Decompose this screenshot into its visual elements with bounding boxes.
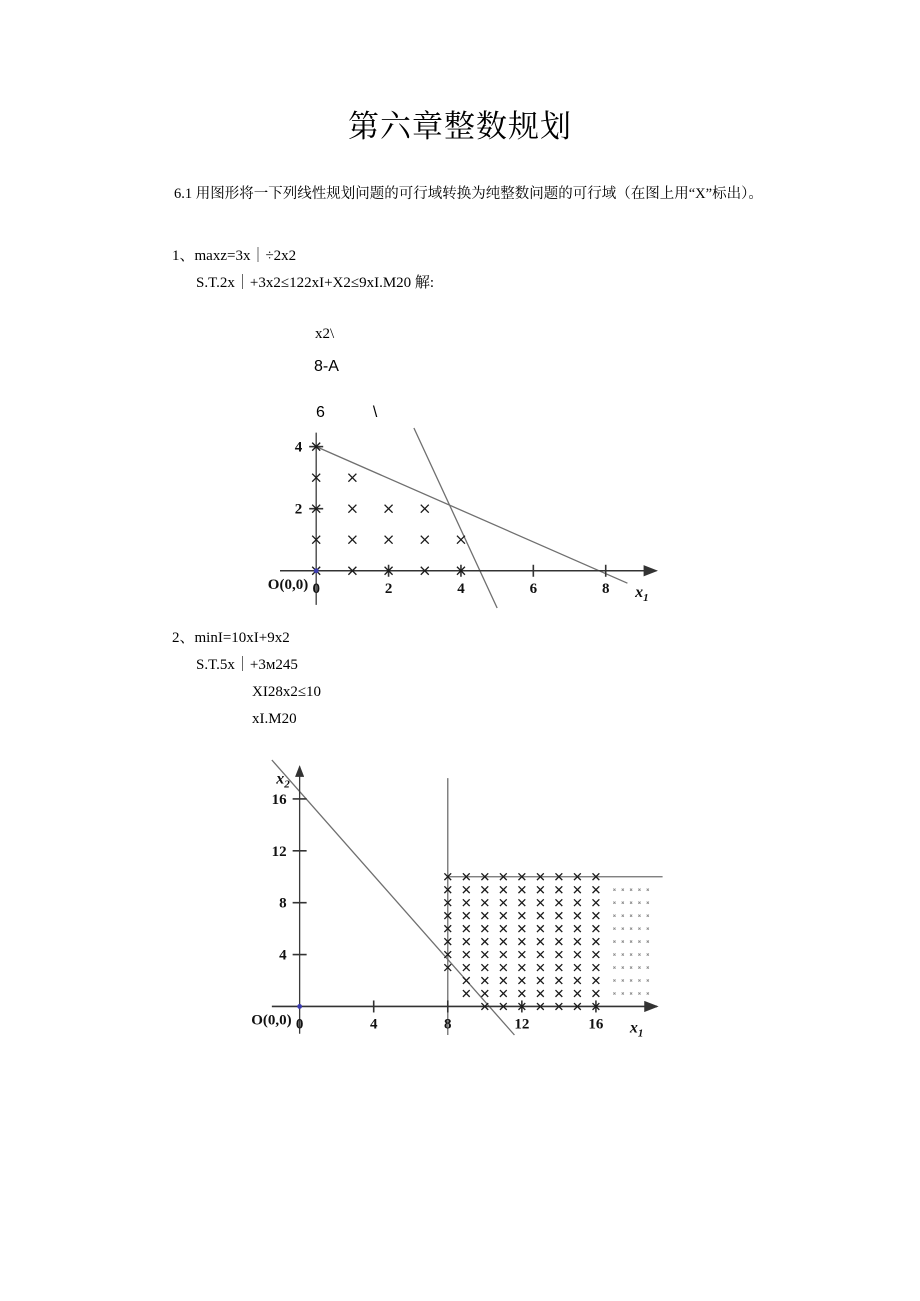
chart-1-floating-label-8a: 8-A (314, 358, 339, 375)
chart-1-constraint-lines (316, 428, 627, 608)
y-axis-label: $x_2$ (276, 770, 290, 791)
constraint-line-2x1+x2=9 (414, 428, 497, 608)
x-tick-label: 8 (601, 580, 610, 597)
problem-statement: 6.1 用图形将一下列线性规划问题的可行域转换为纯整数问题的可行域（在图上用“X”标出）。 (174, 186, 763, 202)
page-title: 第六章整数规划 (348, 109, 572, 144)
x-tick-label: 0 (312, 580, 320, 597)
problem-2-subject-to: S.T.5x｜+3м245 (196, 657, 298, 673)
problem-2-constraint-3: xI.M20 (252, 711, 297, 727)
x-tick-label: 6 (529, 580, 538, 597)
x-axis-label-sub: 1 (637, 1027, 644, 1040)
y-tick-label: 4 (294, 439, 303, 456)
y-tick-label: 8 (279, 895, 287, 912)
chart-1-floating-y-caption: x2\ (315, 326, 335, 342)
chart-1-floating-label-6 (316, 404, 377, 422)
problem-1-objective: 1、maxz=3x｜÷2x2 (172, 248, 297, 264)
y-tick-label: 2 (294, 501, 303, 518)
x-tick-label: 12 (514, 1016, 530, 1033)
y-tick-label: 16 (271, 791, 287, 808)
y-tick-label: 12 (271, 843, 287, 860)
chart-1-axes (280, 433, 656, 605)
chart-2-ticks (272, 792, 604, 1033)
origin-label: O(0,0) (267, 576, 309, 593)
x-tick-label: 2 (384, 580, 393, 597)
problem-2-constraint-2: XI28x2≤10 (252, 684, 322, 700)
x-tick-label: 4 (457, 580, 465, 597)
constraint-line-2x1+3x2=12 (316, 447, 627, 584)
y-tick-label: 4 (279, 947, 287, 964)
chart-1-floating-label-6-value: 6 (316, 404, 325, 421)
chart-1-floating-label-6-tick: \ (372, 404, 378, 421)
x-tick-label: 16 (588, 1016, 604, 1033)
origin-dot (297, 1004, 302, 1009)
x-tick-label: 8 (444, 1016, 452, 1033)
x-tick-label: 4 (369, 1016, 378, 1033)
chart-2-feasible-region (251, 760, 670, 1040)
chart-1-lattice-marks (312, 443, 465, 575)
constraint-line-5x1+3x2=45 (272, 760, 515, 1035)
x-tick-label: 0 (295, 1016, 304, 1033)
chart-1-ticks (295, 440, 610, 597)
y-axis-label-sub: 2 (284, 778, 290, 791)
chart-1-feasible-region (267, 428, 660, 608)
x-axis-label-sub: 1 (643, 591, 649, 604)
origin-dot (314, 568, 319, 573)
x-axis-label: $x_1$ (635, 583, 649, 604)
x-axis-label: $x_1$ (629, 1019, 644, 1040)
problem-1-subject-to: S.T.2x｜+3x2≤122xI+X2≤9xI.M20 解: (196, 275, 435, 291)
origin-label: O(0,0) (251, 1012, 292, 1029)
problem-2-objective: 2、minI=10xI+9x2 (172, 630, 290, 646)
